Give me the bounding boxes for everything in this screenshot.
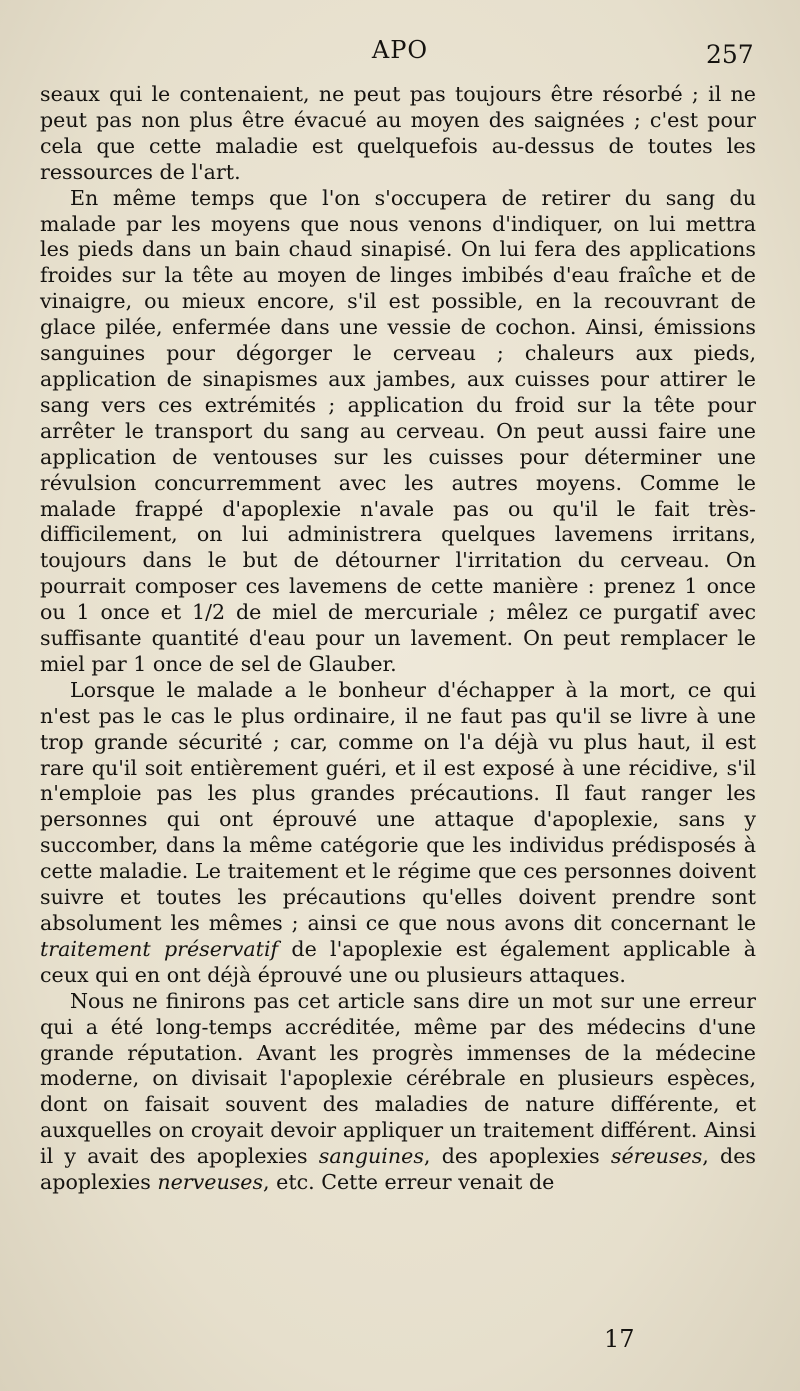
paragraph-text: , des apoplexies	[423, 1144, 611, 1169]
italic-term: sanguines	[318, 1144, 424, 1169]
italic-term: séreuses	[610, 1144, 703, 1169]
paragraph-text: de l'apoplexie est également applicable à ceux qui en ont déjà éprouvé une ou plusieurs attaques.	[40, 936, 756, 987]
running-head: APO	[371, 36, 429, 64]
paragraph-text: Nous ne finirons pas cet article sans dire un mot sur une erreur qui a été long-temps accréditée, même par des médecins d'une grande réputation. Avant les progrès immenses de la médecine moderne, on divisait l'apoplexie cérébrale en plusieurs espèces, dont on faisait souvent des maladies de nature différente, et auxquelles on croyait devoir appliquer un traitement différent. Ainsi il y avait des apoplexies	[40, 988, 756, 1169]
paragraph-4	[40, 989, 756, 1196]
page-number: 257	[706, 40, 754, 69]
paragraph-1	[40, 82, 756, 186]
paragraph-3	[40, 678, 756, 989]
paragraph-text: En même temps que l'on s'occupera de retirer du sang du malade par les moyens que nous venons d'indiquer, on lui mettra les pieds dans un bain chaud sinapisé. On lui fera des applications froides sur la tête au moyen de linges imbibés d'eau fraîche et de vinaigre, ou mieux encore, s'il est possible, en la recouvrant de glace pilée, enfermée dans une vessie de cochon. Ainsi, émissions sanguines pour dégorger le cerveau ; chaleurs aux pieds, application de sinapismes aux jambes, aux cuisses pour attirer le sang vers ces extrémités ; application du froid sur la tête pour arrêter le transport du sang au cerveau. On peut aussi faire une application de ventouses sur les cuisses pour déterminer une révulsion concurremment avec les autres moyens. Comme le malade frappé d'apoplexie n'avale pas ou qu'il le fait très-difficilement, on lui administrera quelques lavemens irritans, toujours dans le but de détourner l'irritation du cerveau. On pourrait composer ces lavemens de cette manière : prenez 1 once ou 1 once et 1/2 de miel de mercuriale ; mêlez ce purgatif avec suffisante quantité d'eau pour un lavement. On peut remplacer le miel par 1 once de sel de Glauber.	[40, 185, 756, 676]
body-text	[40, 82, 756, 1196]
paragraph-text: Lorsque le malade a le bonheur d'échapper à la mort, ce qui n'est pas le cas le plus ordinaire, il ne faut pas qu'il se livre à une trop grande sécurité ; car, comme on l'a déjà vu plus haut, il est rare qu'il soit entièrement guéri, et il est exposé à une récidive, s'il n'emploie pas les plus grandes précautions. Il faut ranger les personnes qui ont éprouvé une attaque d'apoplexie, sans y succomber, dans la même catégorie que les individus prédisposés à cette maladie. Le traitement et le régime que ces personnes doivent suivre et toutes les précautions qu'elles doivent prendre sont absolument les mêmes ; ainsi ce que nous avons dit concernant le	[40, 677, 756, 935]
paragraph-text: , etc. Cette erreur venait de	[263, 1170, 555, 1195]
paragraph-text: , des apoplexies	[40, 1144, 756, 1195]
printer-signature-mark: 17	[604, 1325, 635, 1353]
paragraph-2	[40, 186, 756, 678]
italic-term: traitement préservatif	[40, 936, 279, 961]
paragraph-text: seaux qui le contenaient, ne peut pas toujours être résorbé ; il ne peut pas non plus être évacué au moyen des saignées ; c'est pour cela que cette maladie est quelquefois au-dessus de toutes les ressources de l'art.	[40, 82, 756, 184]
italic-term: nerveuses	[157, 1170, 264, 1195]
